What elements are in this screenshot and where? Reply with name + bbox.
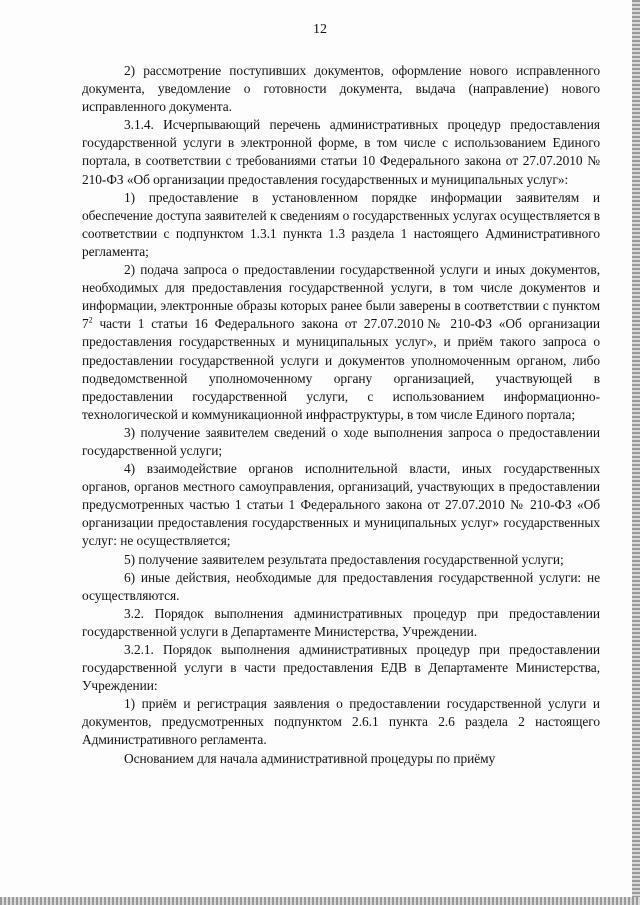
- paragraph-3-2: 3.2. Порядок выполнения административных процедур при предоставлении государственной услуги в Департаменте Министерства, Учреждении.: [82, 605, 600, 639]
- paragraph-3-1-4: 3.1.4. Исчерпывающий перечень административных процедур предоставления государственной услуги в электронной форме, в том числе с использованием Единого портала, в соответствии с требованиями статьи 10 Федерального закона от 27.07.2010 № 210-ФЗ «Об организации предоставления государственных и муниципальных услуг»:: [82, 117, 600, 187]
- paragraph-basis: Основанием для начала административной процедуры по приёму: [124, 750, 496, 766]
- page-number: 12: [313, 22, 327, 37]
- paragraph-item-6: 6) иные действия, необходимые для предоставления государственной услуги: не осуществляются.: [82, 569, 600, 603]
- paragraph-item-2-request: [82, 261, 600, 424]
- paragraph-item-5: 5) получение заявителем результата предоставления государственной услуги;: [124, 551, 564, 567]
- paragraph-3-2-1: 3.2.1. Порядок выполнения административных процедур при предоставлении государственной услуги в части предоставления ЕДВ в Департаменте Министерства, Учреждении:: [82, 642, 600, 694]
- superscript: 2: [88, 315, 93, 325]
- paragraph-item-2: 2) рассмотрение поступивших документов, оформление нового исправленного документа, уведомление о готовности документа, выдача (направление) нового исправленного документа.: [82, 63, 600, 115]
- paragraph-text-part: части 1 статьи 16 Федерального закона от 27.07.2010№ 210-ФЗ «Об организации предоставления государственных и муниципальных услуг», и приём такого запроса о предоставлении государственной услуги и документов уполномоченным органом, либо подведомственной уполномоченному органу организацией, участвующей в предоставлении государственной услуги, с использованием информационно-технологической и коммуникационной инфраструктуры, в том числе Единого портала;: [82, 316, 600, 422]
- scan-edge-right: [632, 0, 640, 905]
- paragraph-text-part: 2) подача запроса о предоставлении государственной услуги и иных документов, необходимых для предоставления государственной услуги, в том числе документов и информации, электронные образы которых ранее были заверены в соответствии с пунктом 7: [82, 262, 600, 332]
- document-body: [82, 62, 600, 768]
- paragraph-item-1-reception: 1) приём и регистрация заявления о предоставлении государственной услуги и документов, предусмотренных подпунктом 2.6.1 пункта 2.6 раздела 2 настоящего Административного регламента.: [82, 696, 600, 748]
- paragraph-item-1: 1) предоставление в установленном порядке информации заявителям и обеспечение доступа заявителей к сведениям о государственных услугах осуществляется в соответствии с подпунктом 1.3.1 пункта 1.3 раздела 1 настоящего Административного регламента;: [82, 189, 600, 259]
- paragraph-item-4: 4) взаимодействие органов исполнительной власти, иных государственных органов, органов местного самоуправления, организаций, участвующих в предоставлении предусмотренных частью 1 статьи 1 Федерального закона от 27.07.2010 № 210-ФЗ «Об организации предоставления государственных и муниципальных услуг» государственных услуг: не осуществляется;: [82, 461, 600, 549]
- scan-edge-bottom: [0, 897, 640, 905]
- paragraph-item-3: 3) получение заявителем сведений о ходе выполнения запроса о предоставлении государственной услуги;: [82, 424, 600, 458]
